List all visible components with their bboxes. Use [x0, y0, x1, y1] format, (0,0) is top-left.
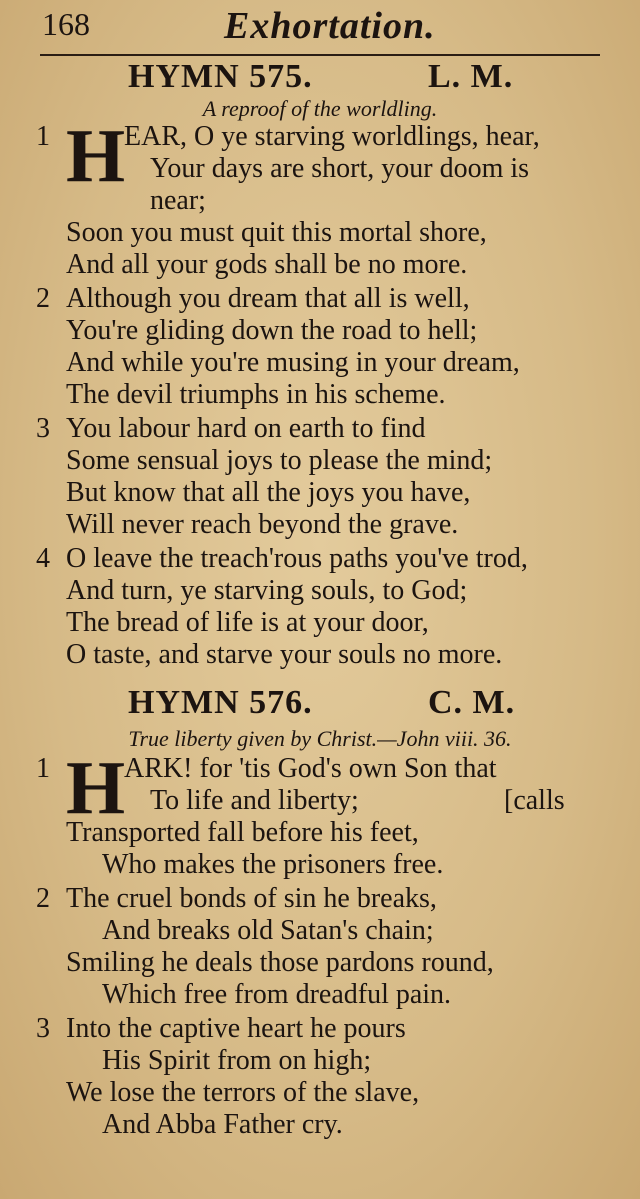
- verse-number: 1: [36, 753, 50, 784]
- verse-line: You're gliding down the road to hell;: [66, 315, 478, 346]
- verse-line: His Spirit from on high;: [102, 1045, 372, 1076]
- verse-line: We lose the terrors of the slave,: [66, 1077, 420, 1108]
- hymn-subtitle: True liberty given by Christ.—John viii. 36.: [128, 726, 512, 751]
- verse-line: EAR, O ye starving worldlings, hear,: [124, 121, 540, 152]
- verse-line: The devil triumphs in his scheme.: [66, 379, 446, 410]
- verse-line: ARK! for 'tis God's own Son that: [124, 753, 497, 784]
- drop-cap: H: [66, 114, 126, 198]
- hymn-575-heading: [0, 58, 640, 98]
- running-title: Exhortation.: [224, 5, 436, 47]
- verse-line: near;: [150, 185, 206, 216]
- verse-line: Transported fall before his feet,: [66, 817, 419, 848]
- verse-line: Although you dream that all is well,: [66, 283, 470, 314]
- verse-number: 3: [36, 413, 50, 444]
- verse-number: 4: [36, 543, 50, 574]
- verse-line: O taste, and starve your souls no more.: [66, 639, 503, 670]
- verse-line: Some sensual joys to please the mind;: [66, 445, 493, 476]
- verse-number: 2: [36, 883, 50, 914]
- carryover-word: [calls: [504, 785, 565, 816]
- verse-line: Your days are short, your doom is: [150, 153, 530, 184]
- verse-line: Soon you must quit this mortal shore,: [66, 217, 487, 248]
- hymn-subtitle: A reproof of the worldling.: [202, 96, 438, 121]
- verse-line: Will never reach beyond the grave.: [66, 509, 459, 540]
- verse-line: You labour hard on earth to find: [66, 413, 426, 444]
- page-number: 168: [42, 6, 90, 42]
- verse-line: And turn, ye starving souls, to God;: [66, 575, 468, 606]
- verse-line: And while you're musing in your dream,: [66, 347, 520, 378]
- running-head: [36, 4, 600, 48]
- hymn-meter: C. M.: [428, 684, 516, 721]
- verse-number: 1: [36, 121, 50, 152]
- drop-cap: H: [66, 746, 126, 830]
- hymn-number: HYMN 575.: [128, 58, 313, 95]
- verse-line: The cruel bonds of sin he breaks,: [66, 883, 437, 914]
- verse-line: And breaks old Satan's chain;: [102, 915, 434, 946]
- verse-line: To life and liberty;: [150, 785, 359, 816]
- verse-line: O leave the treach'rous paths you've trod,: [66, 543, 528, 574]
- verse-line: Into the captive heart he pours: [66, 1013, 406, 1044]
- header-rule: [40, 54, 600, 56]
- verse-number: 2: [36, 283, 50, 314]
- hymn-576-heading: [0, 684, 640, 724]
- verse-line: Which free from dreadful pain.: [102, 979, 452, 1010]
- verse-number: 3: [36, 1013, 50, 1044]
- hymn-meter: L. M.: [428, 58, 514, 95]
- verse-line: And all your gods shall be no more.: [66, 249, 468, 280]
- hymn-number: HYMN 576.: [128, 684, 313, 721]
- verse-line: The bread of life is at your door,: [66, 607, 429, 638]
- verse-line: And Abba Father cry.: [102, 1109, 343, 1140]
- verse-line: Smiling he deals those pardons round,: [66, 947, 494, 978]
- verse-line: Who makes the prisoners free.: [102, 849, 444, 880]
- verse-line: But know that all the joys you have,: [66, 477, 471, 508]
